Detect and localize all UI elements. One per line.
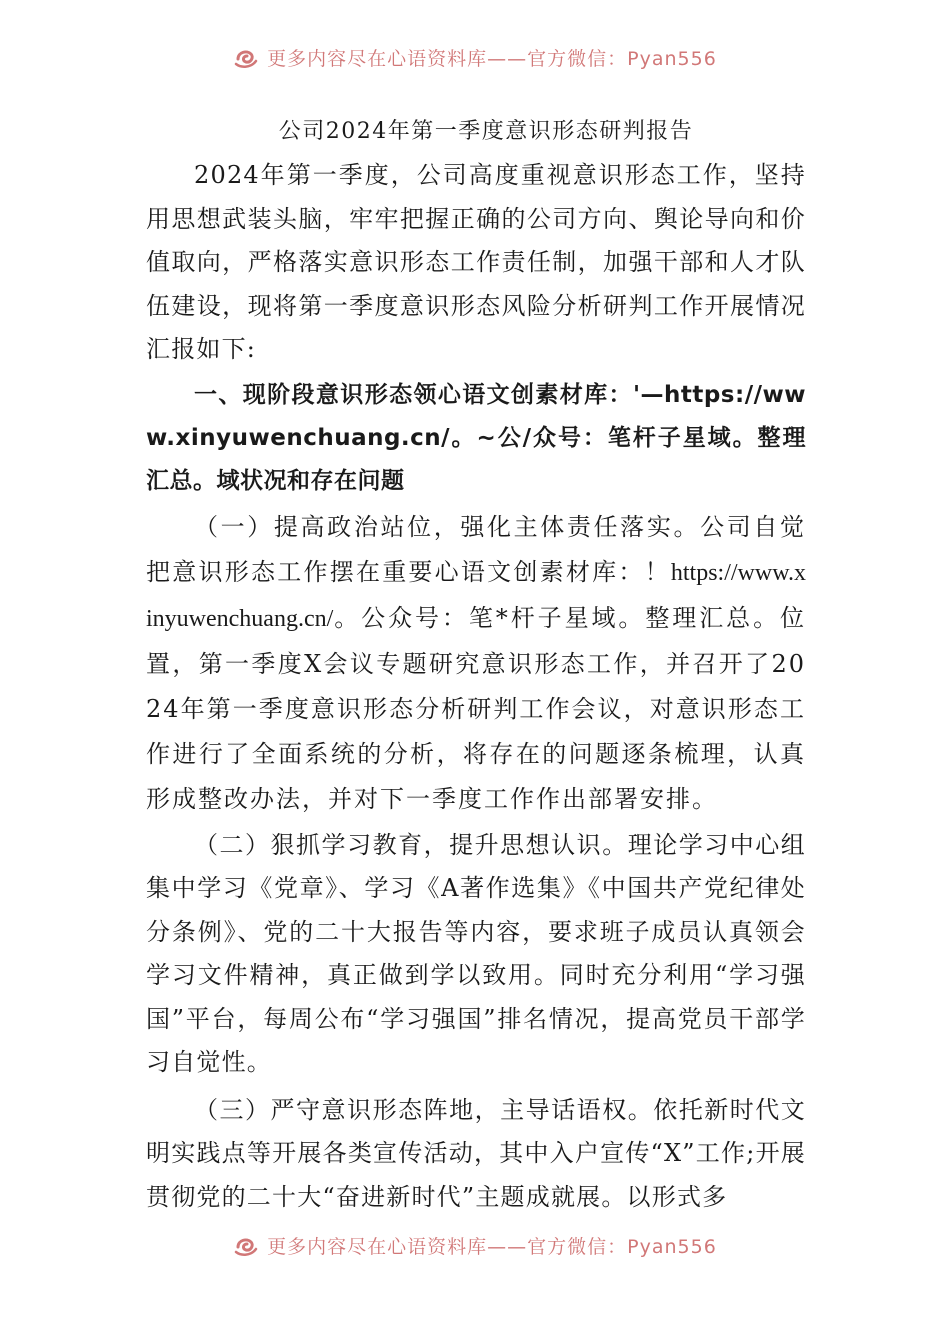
swirl-logo-icon	[233, 1232, 259, 1258]
item-1-url: https://www.xinyuwenchuang.cn/	[146, 559, 806, 632]
watermark-text: 更多内容尽在心语资料库——官方微信：Pyan556	[267, 1235, 717, 1258]
document-title: 公司2024年第一季度意识形态研判报告	[278, 119, 694, 144]
section-1-heading: 一、现阶段意识形态领心语文创素材库：'—https://www.xinyuwenchuang.cn/。~公/众号：笔杆子星域。整理汇总。域状况和存在问题	[146, 381, 806, 494]
item-1-paragraph	[146, 505, 806, 822]
item-1-text-b: 。公众号：笔*杆子星域。整理汇总。位置，第一季度X会议专题研究意识形态工作，并召开了2024年第一季度意识形态分析研判工作会议，对意识形态工作进行了全面系统的分析，将存在的问题逐条梳理，认真形成整改办法，并对下一季度工作作出部署安排。	[146, 603, 806, 813]
item-3-paragraph: （三）严守意识形态阵地，主导话语权。依托新时代文明实践点等开展各类宣传活动，其中入户宣传“X”工作;开展贯彻党的二十大“奋进新时代”主题成就展。以形式多	[146, 1095, 806, 1211]
swirl-logo-icon	[233, 44, 259, 70]
document-page	[146, 112, 806, 1219]
footer-watermark	[0, 1228, 950, 1262]
item-2-paragraph: （二）狠抓学习教育，提升思想认识。理论学习中心组集中学习《党章》、学习《A著作选集》《中国共产党纪律处分条例》、党的二十大报告等内容，要求班子成员认真领会学习文件精神，真正做到学以致用。同时充分利用“学习强国”平台，每周公布“学习强国”排名情况，提高党员干部学习自觉性。	[146, 830, 806, 1076]
header-watermark	[0, 40, 950, 74]
watermark-text: 更多内容尽在心语资料库——官方微信：Pyan556	[267, 47, 717, 70]
item-1-text-a: （一）提高政治站位，强化主体责任落实。公司自觉把意识形态工作摆在重要心语文创素材库：！	[146, 512, 806, 586]
intro-paragraph: 2024年第一季度，公司高度重视意识形态工作，坚持用思想武装头脑，牢牢把握正确的公司方向、舆论导向和价值取向，严格落实意识形态工作责任制，加强干部和人才队伍建设，现将第一季度意识形态风险分析研判工作开展情况汇报如下:	[146, 161, 806, 363]
